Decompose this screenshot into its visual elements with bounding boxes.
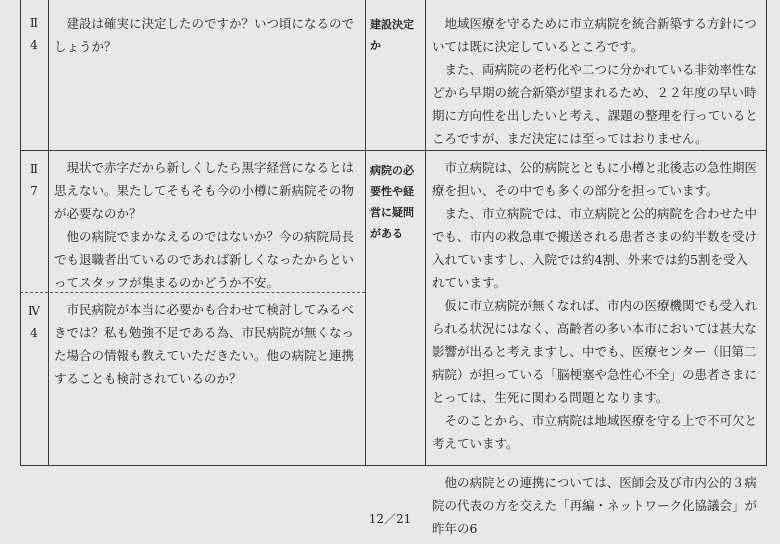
question-text: 市民病院が本当に必要かも合わせて検討してみるべきでは？私も勉強不足である為、市民病院が無くなった場合の情報も教えていただきたい。他の病院と連携することも検討されているのか？ — [54, 302, 355, 386]
question-cell — [54, 156, 359, 294]
category-cell: 建設決定か — [370, 18, 414, 52]
answer-text: そのことから、市立病院は地域医療を守る上で不可欠と考えています。 — [432, 413, 758, 451]
table-row-divider — [20, 150, 767, 151]
table-border-category — [425, 0, 426, 466]
item-number — [20, 158, 48, 202]
question-text: 建設は確実に決定したのですか？いつ頃になるのでしょうか？ — [54, 16, 355, 54]
item-number-series: Ⅱ — [29, 16, 39, 30]
answer-text: 仮に市立病院が無くなれば、市内の医療機関でも受入れられる状況にはなく、高齢者の多い本市においては甚大な影響が出ると考えますし、中でも、医療センター（旧第二病院）が担っている「脳梗塞や急性心不全」の患者さまにとっては、生死に関わる問題となります。 — [432, 298, 758, 405]
table-border-question — [365, 0, 366, 466]
answer-text: また、両病院の老朽化や二つに分かれている非効率性などから早期の統合新築が望まれるため、２２年度の早い時期に方向性を出したいと考え、課題の整理を行っているところですが、まだ決定には至ってはおりません。 — [432, 62, 758, 146]
table-border-left — [20, 0, 21, 466]
answer-cell — [432, 12, 760, 150]
question-text: 他の病院でまかなえるのではないか？今の病院局長でも退職者出ているのであれば新しくなったからといってスタッフが集まるのかどうか不安。 — [54, 229, 355, 290]
item-number-index: 4 — [30, 38, 38, 52]
category-cell: 病院の必要性や経営に疑問がある — [370, 164, 414, 240]
table-border-right — [766, 0, 767, 466]
item-number-index: 4 — [30, 326, 38, 340]
answer-text: 地域医療を守るために市立病院を統合新築する方針については既に決定しているところです。 — [432, 16, 757, 54]
question-cell — [54, 298, 359, 390]
answer-cell — [432, 156, 760, 540]
page-number: 12／21 — [368, 512, 412, 526]
item-number — [20, 12, 48, 56]
item-number-series: Ⅱ — [29, 162, 39, 176]
item-number-index: 7 — [30, 184, 38, 198]
answer-text: 市立病院は、公的病院とともに小樽と北後志の急性期医療を担い、その中でも多くの部分を担っています。 — [432, 160, 758, 198]
item-number — [20, 300, 48, 344]
question-cell — [54, 12, 359, 58]
item-number-series: Ⅳ — [28, 304, 40, 318]
answer-text: また、市立病院では、市立病院と公的病院を合わせた中でも、市内の救急車で搬送される患者さまの約半数を受け入れていますし、入院では約4割、外来では約5割を受入れています。 — [432, 206, 758, 290]
question-text: 現状で赤字だから新しくしたら黒字経営になるとは思えない。果たしてそもそも今の小樽に新病院その物が必要なのか？ — [54, 160, 355, 221]
answer-text: 他の病院との連携については、医師会及び市内公的３病院の代表の方を交えた「再編・ネットワーク化協議会」が昨年の6 — [432, 475, 758, 536]
table-border-num — [48, 0, 49, 466]
